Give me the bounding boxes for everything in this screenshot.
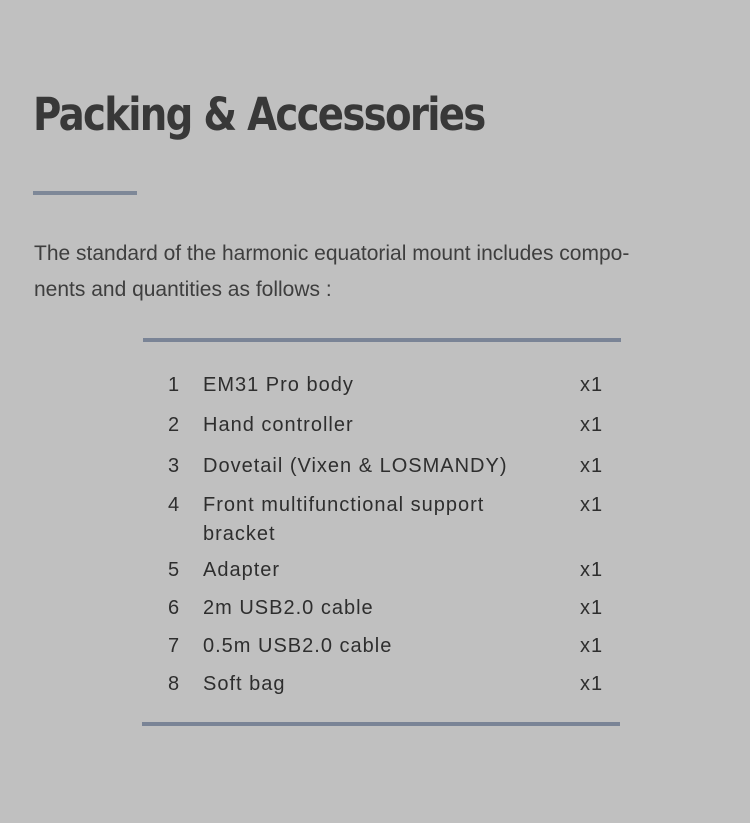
table-top-divider: [143, 338, 621, 342]
item-quantity: x1: [580, 635, 604, 657]
item-number: 1: [167, 374, 181, 396]
item-number: 8: [167, 673, 181, 695]
item-quantity: x1: [580, 455, 604, 477]
intro-line-2: nents and quantities as follows :: [34, 278, 332, 301]
item-number: 5: [167, 559, 181, 581]
item-quantity: x1: [580, 673, 604, 695]
item-name: Soft bag: [203, 673, 286, 695]
item-name: Front multifunctional support bracket: [203, 494, 485, 545]
item-quantity: x1: [580, 559, 604, 581]
intro-line-1: The standard of the harmonic equatorial mount includes compo-: [34, 242, 630, 265]
item-number: 7: [167, 635, 181, 657]
item-quantity: x1: [580, 374, 604, 396]
table-bottom-divider: [142, 722, 620, 726]
item-number: 2: [167, 414, 181, 436]
item-number: 6: [167, 597, 181, 619]
item-name: EM31 Pro body: [203, 374, 354, 396]
title-underline: [33, 191, 137, 195]
item-name: 0.5m USB2.0 cable: [203, 635, 393, 657]
item-name: Adapter: [203, 559, 281, 581]
item-quantity: x1: [580, 494, 604, 516]
item-quantity: x1: [580, 597, 604, 619]
item-number: 3: [167, 455, 181, 477]
item-name: Dovetail (Vixen & LOSMANDY): [203, 455, 508, 477]
intro-paragraph: [34, 236, 734, 308]
item-name: 2m USB2.0 cable: [203, 597, 374, 619]
item-number: 4: [167, 494, 181, 516]
page-title: Packing & Accessories: [33, 88, 485, 141]
item-quantity: x1: [580, 414, 604, 436]
item-name: Hand controller: [203, 414, 354, 436]
